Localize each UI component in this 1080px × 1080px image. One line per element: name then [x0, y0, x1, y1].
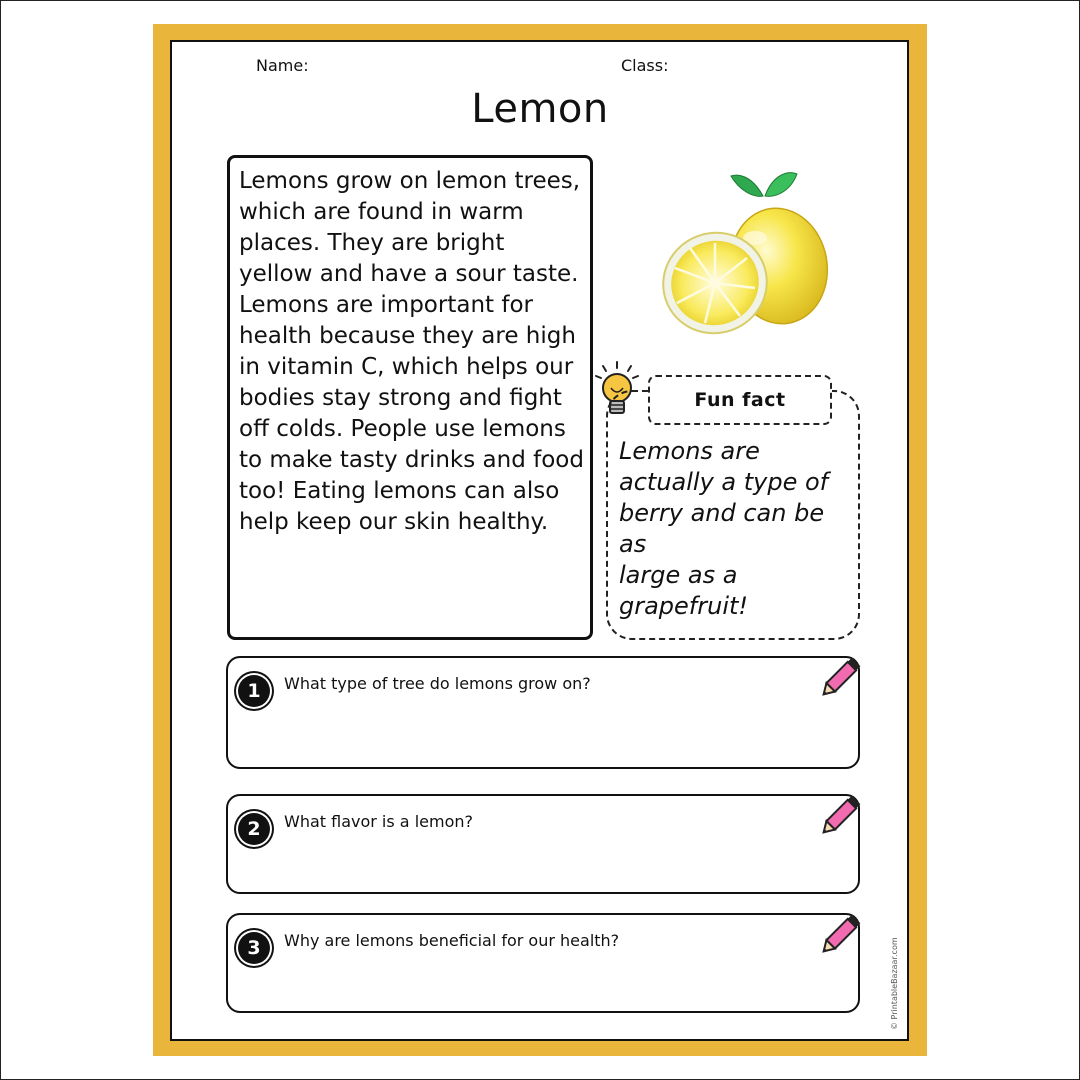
passage-line: health because they are high — [239, 323, 576, 349]
passage-line: places. They are bright — [239, 230, 505, 256]
pencil-icon — [816, 788, 868, 840]
lemon-illustration — [655, 168, 830, 338]
reading-passage — [227, 155, 593, 640]
question-text-1: What type of tree do lemons grow on? — [284, 674, 591, 693]
question-number-3: 3 — [238, 932, 270, 964]
passage-line: in vitamin C, which helps our — [239, 354, 574, 380]
fun-fact-line: berry and can be as — [619, 499, 825, 558]
question-text-2: What flavor is a lemon? — [284, 812, 473, 831]
fun-fact-label: Fun fact — [648, 375, 832, 425]
passage-line: too! Eating lemons can also — [239, 478, 560, 504]
fun-fact-line: Lemons are — [619, 437, 760, 465]
name-label: Name: — [256, 56, 309, 75]
question-number-2: 2 — [238, 813, 270, 845]
page-title: Lemon — [471, 86, 609, 132]
passage-line: to make tasty drinks and food — [239, 447, 584, 473]
class-label: Class: — [621, 56, 669, 75]
passage-line: bodies stay strong and fight — [239, 385, 562, 411]
fun-fact-line: actually a type of — [619, 468, 829, 496]
passage-line: off colds. People use lemons — [239, 416, 566, 442]
passage-line: Lemons grow on lemon trees, — [239, 168, 581, 194]
pencil-icon — [816, 907, 868, 959]
passage-line: help keep our skin healthy. — [239, 509, 549, 535]
fun-fact-text — [619, 436, 857, 622]
pencil-icon — [816, 650, 868, 702]
fun-fact-line: grapefruit! — [619, 592, 749, 620]
passage-line: yellow and have a sour taste. — [239, 261, 579, 287]
passage-line: Lemons are important for — [239, 292, 533, 318]
passage-line: which are found in warm — [239, 199, 524, 225]
question-box-2[interactable] — [226, 794, 860, 894]
copyright-credit: © PrintableBazaar.com — [890, 937, 899, 1030]
question-text-3: Why are lemons beneficial for our health? — [284, 931, 620, 950]
question-box-1[interactable] — [226, 656, 860, 769]
question-box-3[interactable] — [226, 913, 860, 1013]
question-number-1: 1 — [238, 675, 270, 707]
fun-fact-line: large as a — [619, 561, 738, 589]
